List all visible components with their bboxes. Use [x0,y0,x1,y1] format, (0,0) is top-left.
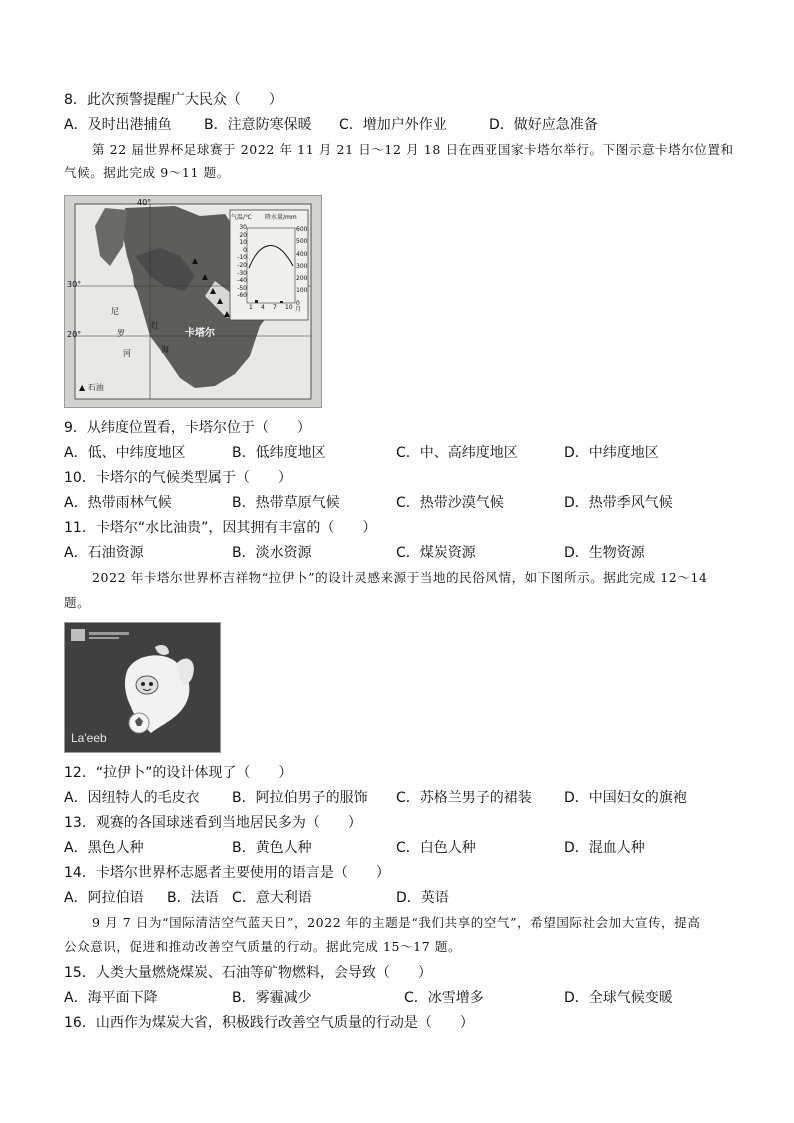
q13-options [64,838,734,858]
q11-options [64,543,734,563]
q11-option-d: D．生物资源 [564,545,645,561]
q9-options [64,443,734,463]
q11-option-c: C．煤炭资源 [396,545,476,561]
qatar-label: 卡塔尔 [185,328,215,339]
temp-tick: 0 [243,246,247,254]
red-sea-char-2: 海 [161,345,169,354]
q10-options [64,493,734,513]
q10-option-d: D．热带季风气候 [564,495,673,511]
qatar-map-svg [65,196,321,407]
temp-tick: 20 [239,231,247,239]
red-sea-char-1: 红 [151,321,159,330]
q11-option-b: B．淡水资源 [232,545,312,561]
precip-tick: 500 [296,238,308,246]
temp-tick: -20 [237,261,247,269]
q12-option-b: B．阿拉伯男子的服饰 [232,790,368,806]
q13-stem: 13．观赛的各国球迷看到当地居民多为（ ） [64,815,362,831]
temp-tick: -40 [237,277,247,285]
passage-1-line-2: 气候。据此完成 9～11 题。 [64,165,230,180]
nile-char-1: 尼 [111,307,119,316]
passage-2-line-1: 2022 年卡塔尔世界杯吉祥物“拉伊卜”的设计灵感来源于当地的民俗风情，如下图所示。据此完成 12～14 [92,570,708,585]
q12-options [64,788,734,808]
q9-option-b: B．低纬度地区 [232,445,326,461]
precip-tick: 100 [296,287,308,295]
q14-stem: 14．卡塔尔世界杯志愿者主要使用的语言是（ ） [64,865,390,881]
month-tick: 7 [273,304,277,311]
q10-option-c: C．热带沙漠气候 [396,495,504,511]
q12-option-c: C．苏格兰男子的裙装 [396,790,532,806]
q15-stem: 15．人类大量燃烧煤炭、石油等矿物燃料，会导致（ ） [64,965,432,981]
q13-option-b: B．黄色人种 [232,840,312,856]
temp-ticks [233,224,247,300]
lat-20-label: 20° [67,330,82,339]
q8-option-d: D．做好应急准备 [489,117,598,133]
q14-option-a: A．阿拉伯语 [64,890,144,906]
oil-legend: ▲ 石油 [79,383,104,392]
q12-option-a: A．因纽特人的毛皮衣 [64,790,200,806]
q9-option-a: A．低、中纬度地区 [64,445,186,461]
passage-2-line-2: 题。 [64,595,91,610]
passage-3-line-2: 公众意识，促进和推动改善空气质量的行动。据此完成 15～17 题。 [64,939,462,954]
temp-tick: -10 [237,254,247,262]
q14-options [64,888,734,908]
passage-1-line-1: 第 22 届世界杯足球赛于 2022 年 11 月 21 日～12 月 18 日在西亚国家卡塔尔举行。下图示意卡塔尔位置和 [92,142,734,157]
q14-option-b: B．法语 [167,890,219,906]
q14-option-d: D．英语 [396,890,449,906]
precip-axis-label: 降水量/mm [265,214,297,221]
q9-option-d: D．中纬度地区 [564,445,659,461]
passage-3-line-1: 9 月 7 日为“国际清洁空气蓝天日”，2022 年的主题是“我们共享的空气”，希望国际社会加大宣传，提高 [92,915,701,930]
q9-option-c: C．中、高纬度地区 [396,445,518,461]
precip-tick: 300 [296,262,308,270]
q13-option-c: C．白色人种 [396,840,476,856]
month-unit: 月 [295,306,302,313]
q11-stem: 11．卡塔尔“水比油贵”，因其拥有丰富的（ ） [64,520,377,536]
lat-30-label: 30° [67,280,82,289]
precip-ticks [296,224,310,310]
q11-option-a: A．石油资源 [64,545,144,561]
q12-stem: 12．“拉伊卜”的设计体现了（ ） [64,765,293,781]
q14-option-c: C．意大利语 [232,890,312,906]
nile-char-3: 河 [123,349,131,358]
q9-stem: 9．从纬度位置看，卡塔尔位于（ ） [64,420,311,436]
q15-option-c: C．冰雪增多 [404,990,484,1006]
temp-tick: -60 [237,292,247,300]
month-tick: 10 [285,304,293,311]
mascot-caption: La'eeb [71,731,107,745]
q10-option-a: A．热带雨林气候 [64,495,172,511]
temp-tick: -50 [237,284,247,292]
q8-option-c: C．增加户外作业 [339,117,447,133]
lon-40-label: 40° [137,198,152,207]
temp-tick: 30 [239,224,247,231]
laeeb-mascot-figure [64,622,221,753]
month-tick: 1 [249,304,253,311]
q8-options [64,115,734,135]
nile-char-2: 罗 [117,329,125,338]
q8-option-a: A．及时出港捕鱼 [64,117,172,133]
q15-option-a: A．海平面下降 [64,990,158,1006]
temp-tick: 10 [239,239,247,247]
precip-tick: 200 [296,275,308,283]
precip-tick: 0 [296,299,300,307]
precip-tick: 600 [296,226,308,233]
q10-stem: 10．卡塔尔的气候类型属于（ ） [64,470,292,486]
q15-option-b: B．雾霾减少 [232,990,312,1006]
q8-option-b: B．注意防寒保暖 [204,117,312,133]
temp-tick: -30 [237,269,247,277]
q10-option-b: B．热带草原气候 [232,495,340,511]
q13-option-a: A．黑色人种 [64,840,144,856]
q12-option-d: D．中国妇女的旗袍 [564,790,687,806]
q16-stem: 16．山西作为煤炭大省，积极践行改善空气质量的行动是（ ） [64,1015,474,1031]
q15-option-d: D．全球气候变暖 [564,990,673,1006]
precip-tick: 400 [296,250,308,258]
temp-axis-label: 气温/℃ [231,214,252,221]
month-tick: 4 [261,304,265,311]
q8-stem: 8．此次预警提醒广大民众（ ） [64,92,283,108]
q13-option-d: D．混血人种 [564,840,645,856]
q15-options [64,988,734,1008]
qatar-map-figure [64,195,322,408]
